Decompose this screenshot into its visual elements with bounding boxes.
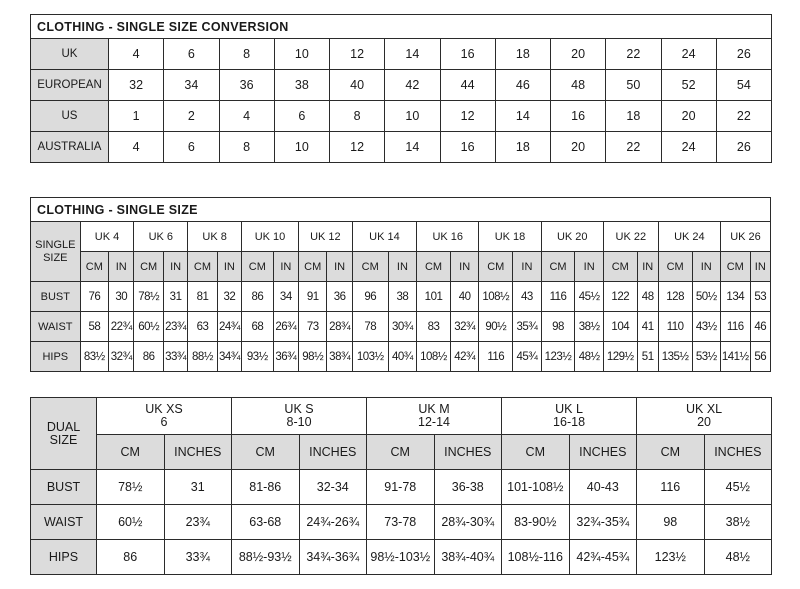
table-cell: 8: [219, 132, 274, 163]
table-cell: 56: [750, 342, 770, 372]
dual-size-measurement-table: [30, 397, 772, 575]
table-cell: 10: [274, 39, 329, 70]
table-cell: 35¾: [513, 312, 541, 342]
table-cell: 34¾-36¾: [299, 540, 367, 575]
size-header: UK 14: [352, 222, 416, 252]
table-cell: 44: [440, 70, 495, 101]
table-cell: 45¾: [513, 342, 541, 372]
table-cell: 20: [551, 39, 606, 70]
unit-in-header: IN: [273, 252, 298, 282]
table-cell: 28¾-30¾: [434, 505, 502, 540]
size-header: UK S 8-10: [232, 398, 367, 435]
unit-in-header: IN: [637, 252, 658, 282]
table-cell: 6: [164, 132, 219, 163]
unit-in-header: IN: [513, 252, 541, 282]
unit-cm-header: CM: [188, 252, 218, 282]
table-cell: 32¾: [450, 312, 478, 342]
table-cell: 38¾-40¾: [434, 540, 502, 575]
size-header: UK 24: [658, 222, 720, 252]
unit-cm-header: CM: [134, 252, 164, 282]
table-cell: 34: [164, 70, 219, 101]
table-cell: 108½-116: [502, 540, 570, 575]
unit-cm-header: CM: [721, 252, 751, 282]
table-cell: 73: [298, 312, 326, 342]
table-cell: 78½: [134, 282, 164, 312]
table-cell: 68: [242, 312, 274, 342]
table-cell: 38: [274, 70, 329, 101]
table-cell: 86: [242, 282, 274, 312]
table-cell: 22: [606, 39, 661, 70]
corner-label: DUAL SIZE: [31, 398, 97, 470]
size-header: UK 26: [721, 222, 771, 252]
corner-label: SINGLE SIZE: [31, 222, 81, 282]
table-cell: 8: [219, 39, 274, 70]
table-row: [31, 70, 772, 101]
table-title: CLOTHING - SINGLE SIZE: [31, 198, 771, 222]
table-cell: 83: [417, 312, 451, 342]
table-row: [31, 101, 772, 132]
unit-cm-header: CM: [97, 435, 165, 470]
table-cell: 26¾: [273, 312, 298, 342]
table-cell: 23¾: [163, 312, 187, 342]
table-row: [31, 39, 772, 70]
table-cell: 18: [606, 101, 661, 132]
row-label: BUST: [31, 470, 97, 505]
table-cell: 1: [109, 101, 164, 132]
table-cell: 78½: [97, 470, 165, 505]
table-cell: 83½: [80, 342, 108, 372]
unit-cm-header: CM: [80, 252, 108, 282]
table-cell: 48½: [704, 540, 772, 575]
table-cell: 76: [80, 282, 108, 312]
row-label: WAIST: [31, 312, 81, 342]
unit-cm-header: CM: [658, 252, 692, 282]
unit-cm-header: CM: [603, 252, 637, 282]
table-cell: 91: [298, 282, 326, 312]
table-cell: 22: [606, 132, 661, 163]
unit-cm-header: CM: [352, 252, 388, 282]
table-cell: 43½: [692, 312, 720, 342]
unit-in-header: IN: [575, 252, 603, 282]
table-cell: 41: [637, 312, 658, 342]
size-header: UK 22: [603, 222, 658, 252]
unit-cm-header: CM: [232, 435, 300, 470]
table-cell: 141½: [721, 342, 751, 372]
table-cell: 33¾: [163, 342, 187, 372]
table-cell: 54: [716, 70, 771, 101]
table-cell: 123½: [541, 342, 575, 372]
table-cell: 16: [440, 132, 495, 163]
table-cell: 10: [274, 132, 329, 163]
table-cell: 40: [450, 282, 478, 312]
table-cell: 24¾: [217, 312, 241, 342]
row-label: EUROPEAN: [31, 70, 109, 101]
table-row: [31, 312, 771, 342]
table-cell: 128: [658, 282, 692, 312]
size-header: UK XL 20: [637, 398, 772, 435]
table-cell: 48: [637, 282, 658, 312]
table-cell: 26: [716, 132, 771, 163]
table-cell: 122: [603, 282, 637, 312]
table-cell: 26: [716, 39, 771, 70]
table-cell: 42¾: [450, 342, 478, 372]
size-header: UK 4: [80, 222, 134, 252]
table-cell: 48: [551, 70, 606, 101]
table-cell: 32: [217, 282, 241, 312]
unit-inches-header: INCHES: [164, 435, 232, 470]
row-label: WAIST: [31, 505, 97, 540]
table-cell: 63: [188, 312, 218, 342]
table-row: [31, 505, 772, 540]
table-cell: 42: [385, 70, 440, 101]
table-cell: 81: [188, 282, 218, 312]
unit-inches-header: INCHES: [704, 435, 772, 470]
table-cell: 60½: [97, 505, 165, 540]
table-cell: 38½: [704, 505, 772, 540]
size-header: UK 10: [242, 222, 299, 252]
row-label: AUSTRALIA: [31, 132, 109, 163]
table-row: [31, 342, 771, 372]
table-cell: 116: [479, 342, 513, 372]
table-cell: 32¾-35¾: [569, 505, 637, 540]
table-cell: 50½: [692, 282, 720, 312]
size-header: UK 6: [134, 222, 188, 252]
table-cell: 2: [164, 101, 219, 132]
table-cell: 34¾: [217, 342, 241, 372]
row-label: HIPS: [31, 342, 81, 372]
table-cell: 43: [513, 282, 541, 312]
table-cell: 12: [330, 39, 385, 70]
table-cell: 116: [721, 312, 751, 342]
table-cell: 12: [330, 132, 385, 163]
table-cell: 86: [134, 342, 164, 372]
table-cell: 110: [658, 312, 692, 342]
size-header: UK L 16-18: [502, 398, 637, 435]
unit-in-header: IN: [450, 252, 478, 282]
table-cell: 31: [164, 470, 232, 505]
table-cell: 45½: [575, 282, 603, 312]
table-cell: 36: [219, 70, 274, 101]
table-cell: 38: [388, 282, 416, 312]
size-header: UK 16: [417, 222, 479, 252]
row-label: US: [31, 101, 109, 132]
table-cell: 53½: [692, 342, 720, 372]
table-cell: 40-43: [569, 470, 637, 505]
table-cell: 98½: [298, 342, 326, 372]
unit-in-header: IN: [692, 252, 720, 282]
table-cell: 4: [219, 101, 274, 132]
table-cell: 96: [352, 282, 388, 312]
table-cell: 30: [109, 282, 134, 312]
table-cell: 40: [330, 70, 385, 101]
table-cell: 22¾: [109, 312, 134, 342]
table-cell: 12: [440, 101, 495, 132]
single-size-conversion-table: [30, 14, 772, 163]
unit-cm-header: CM: [417, 252, 451, 282]
table-cell: 4: [109, 39, 164, 70]
row-label: HIPS: [31, 540, 97, 575]
table-cell: 60½: [134, 312, 164, 342]
unit-inches-header: INCHES: [434, 435, 502, 470]
table-cell: 38½: [575, 312, 603, 342]
size-header: UK 20: [541, 222, 603, 252]
table-cell: 40¾: [388, 342, 416, 372]
unit-in-header: IN: [750, 252, 770, 282]
table-cell: 98: [637, 505, 705, 540]
table-cell: 8: [330, 101, 385, 132]
table-cell: 90½: [479, 312, 513, 342]
table-cell: 86: [97, 540, 165, 575]
table-cell: 4: [109, 132, 164, 163]
table-cell: 116: [637, 470, 705, 505]
table-cell: 18: [495, 39, 550, 70]
table-cell: 6: [164, 39, 219, 70]
table-cell: 81-86: [232, 470, 300, 505]
size-header: UK 18: [479, 222, 541, 252]
row-label: BUST: [31, 282, 81, 312]
row-label: UK: [31, 39, 109, 70]
table-cell: 38¾: [327, 342, 352, 372]
table-cell: 103½: [352, 342, 388, 372]
single-size-measurement-table: [30, 197, 771, 372]
table-cell: 46: [750, 312, 770, 342]
table-cell: 135½: [658, 342, 692, 372]
table-cell: 10: [385, 101, 440, 132]
table-cell: 31: [163, 282, 187, 312]
table-cell: 32: [109, 70, 164, 101]
table-cell: 28¾: [327, 312, 352, 342]
table-cell: 48½: [575, 342, 603, 372]
table-cell: 42¾-45¾: [569, 540, 637, 575]
table-cell: 14: [495, 101, 550, 132]
table-cell: 14: [385, 39, 440, 70]
table-cell: 36: [327, 282, 352, 312]
table-cell: 129½: [603, 342, 637, 372]
table-cell: 34: [273, 282, 298, 312]
table-cell: 30¾: [388, 312, 416, 342]
unit-cm-header: CM: [502, 435, 570, 470]
table-cell: 16: [440, 39, 495, 70]
table-row: [31, 470, 772, 505]
table-cell: 88½: [188, 342, 218, 372]
unit-cm-header: CM: [637, 435, 705, 470]
table-cell: 46: [495, 70, 550, 101]
unit-in-header: IN: [388, 252, 416, 282]
size-header: UK M 12-14: [367, 398, 502, 435]
table-cell: 20: [661, 101, 716, 132]
table-cell: 14: [385, 132, 440, 163]
table-cell: 88½-93½: [232, 540, 300, 575]
table-cell: 101-108½: [502, 470, 570, 505]
table-row: [31, 132, 772, 163]
table-cell: 73-78: [367, 505, 435, 540]
table-cell: 108½: [479, 282, 513, 312]
unit-cm-header: CM: [242, 252, 274, 282]
table-cell: 24: [661, 132, 716, 163]
table-cell: 22: [716, 101, 771, 132]
table-cell: 6: [274, 101, 329, 132]
table-cell: 53: [750, 282, 770, 312]
table-cell: 36-38: [434, 470, 502, 505]
table-cell: 98½-103½: [367, 540, 435, 575]
table-cell: 51: [637, 342, 658, 372]
size-header: UK 8: [188, 222, 242, 252]
size-header: UK XS 6: [97, 398, 232, 435]
unit-in-header: IN: [163, 252, 187, 282]
table-title: CLOTHING - SINGLE SIZE CONVERSION: [31, 15, 772, 39]
table-cell: 123½: [637, 540, 705, 575]
table-cell: 18: [495, 132, 550, 163]
table-cell: 33¾: [164, 540, 232, 575]
table-cell: 50: [606, 70, 661, 101]
unit-inches-header: INCHES: [569, 435, 637, 470]
table-cell: 104: [603, 312, 637, 342]
unit-cm-header: CM: [479, 252, 513, 282]
table-cell: 24¾-26¾: [299, 505, 367, 540]
table-cell: 116: [541, 282, 575, 312]
unit-in-header: IN: [217, 252, 241, 282]
unit-cm-header: CM: [298, 252, 326, 282]
table-cell: 98: [541, 312, 575, 342]
table-row: [31, 540, 772, 575]
table-cell: 24: [661, 39, 716, 70]
table-cell: 134: [721, 282, 751, 312]
table-cell: 32¾: [109, 342, 134, 372]
table-cell: 91-78: [367, 470, 435, 505]
table-cell: 32-34: [299, 470, 367, 505]
unit-in-header: IN: [109, 252, 134, 282]
table-cell: 63-68: [232, 505, 300, 540]
table-cell: 16: [551, 101, 606, 132]
unit-cm-header: CM: [541, 252, 575, 282]
table-row: [31, 282, 771, 312]
table-cell: 78: [352, 312, 388, 342]
table-cell: 93½: [242, 342, 274, 372]
table-cell: 23¾: [164, 505, 232, 540]
table-cell: 20: [551, 132, 606, 163]
table-cell: 36¾: [273, 342, 298, 372]
table-cell: 101: [417, 282, 451, 312]
table-cell: 83-90½: [502, 505, 570, 540]
table-cell: 52: [661, 70, 716, 101]
table-cell: 108½: [417, 342, 451, 372]
unit-inches-header: INCHES: [299, 435, 367, 470]
unit-in-header: IN: [327, 252, 352, 282]
size-header: UK 12: [298, 222, 352, 252]
table-cell: 58: [80, 312, 108, 342]
unit-cm-header: CM: [367, 435, 435, 470]
table-cell: 45½: [704, 470, 772, 505]
